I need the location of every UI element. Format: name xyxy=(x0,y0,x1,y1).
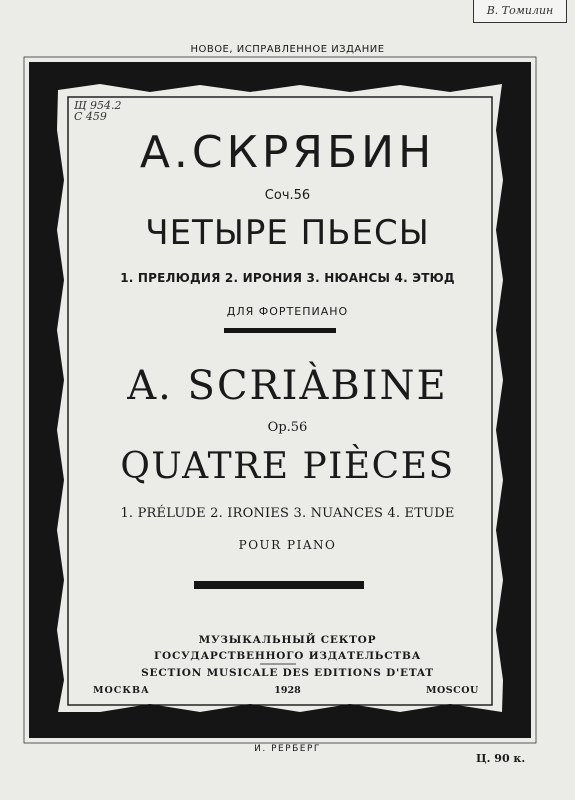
publication-year: 1928 xyxy=(274,685,301,696)
instrument-ru: ДЛЯ ФОРТЕПИАНО xyxy=(226,305,349,318)
library-stamp-line2: С 459 xyxy=(74,110,107,123)
work-title-fr: QUATRE PIÈCES xyxy=(120,446,455,487)
pieces-list-fr: 1. PRÉLUDE 2. IRONIES 3. NUANCES 4. ETUDE xyxy=(120,506,455,521)
city-ru: МОСКВА xyxy=(93,685,150,696)
separator-long xyxy=(194,581,364,589)
library-stamp xyxy=(74,100,128,122)
composer-name-ru: А.СКРЯБИН xyxy=(139,127,436,178)
instrument-fr: POUR PIANO xyxy=(238,538,337,552)
publisher-line-2: ГОСУДАРСТВЕННОГО ИЗДАТЕЛЬСТВА xyxy=(153,650,422,662)
opus-number-ru: Соч.56 xyxy=(264,188,311,203)
edition-caption: НОВОЕ, ИСПРАВЛЕННОЕ ИЗДАНИЕ xyxy=(190,44,385,55)
separator-short xyxy=(224,328,336,333)
publisher-line-1: МУЗЫКАЛЬНЫЙ СЕКТОР xyxy=(198,634,377,646)
library-stamp-line1: Щ 954.2 xyxy=(74,99,122,112)
handwritten-owner-note: В. Томилин xyxy=(473,0,567,23)
opus-number-fr: Op.56 xyxy=(267,420,308,435)
composer-name-fr: A. SCRIÀBINE xyxy=(127,363,448,409)
engraver-credit: И. РЕРБЕРГ xyxy=(254,744,321,754)
publisher-line-3: SECTION MUSICALE DES EDITIONS D'ETAT xyxy=(141,667,434,679)
price-label: Ц. 90 к. xyxy=(476,752,526,765)
work-title-ru: ЧЕТЫРЕ ПЬЕСЫ xyxy=(145,213,430,253)
pieces-list-ru: 1. ПРЕЛЮДИЯ 2. ИРОНИЯ 3. НЮАНСЫ 4. ЭТЮД xyxy=(120,271,455,285)
city-fr: MOSCOU xyxy=(426,685,479,696)
